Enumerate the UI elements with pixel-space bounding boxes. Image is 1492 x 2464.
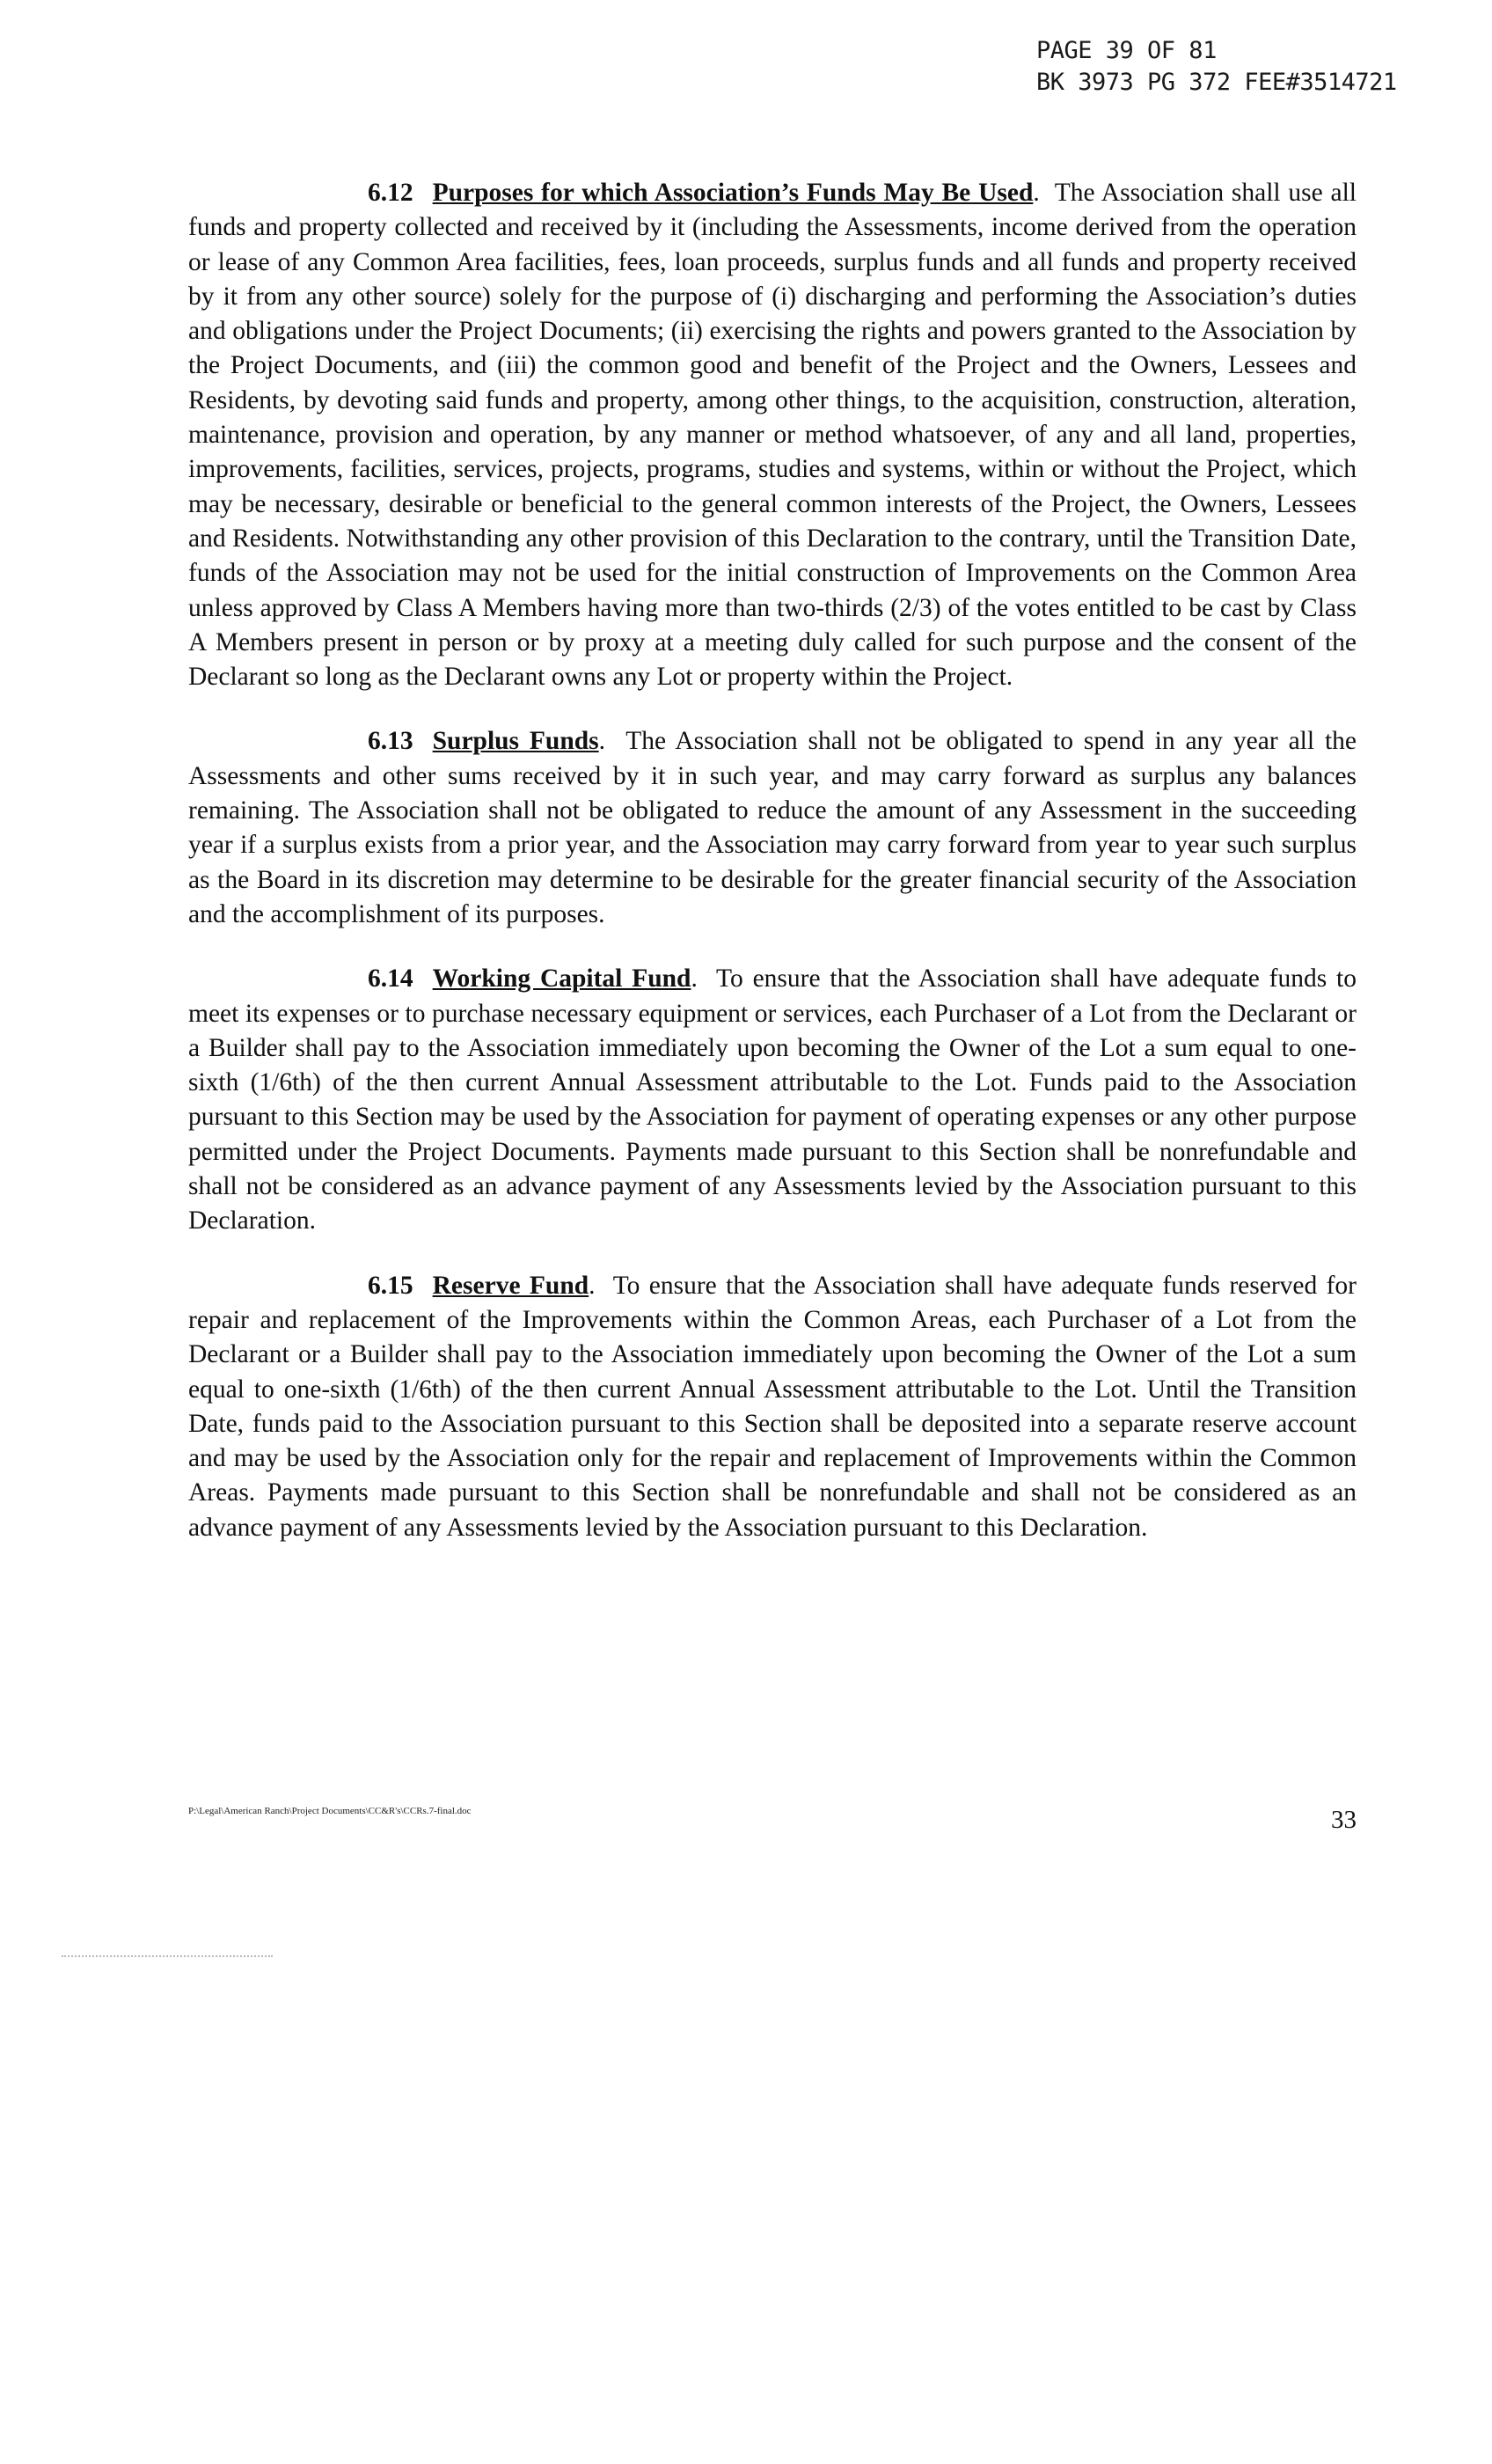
recording-stamp xyxy=(1036,35,1397,99)
section-body: The Association shall use all funds and property collected and received by it (including the Assessments, income derived from the operation or lease of any Common Area facilities, fees, loan proceeds, surplus funds and all funds and property received by it from any other source) solely for the purpose of (i) discharging and performing the Association’s duties and obligations under the Project Documents; (ii) exercising the rights and powers granted to the Association by the Project Documents, and (iii) the common good and benefit of the Project and the Owners, Lessees and Residents, by devoting said funds and property, among other things, to the acquisition, construction, alteration, maintenance, provision and operation, by any manner or method whatsoever, of any and all land, properties, improvements, facilities, services, projects, programs, studies and systems, within or without the Project, which may be necessary, desirable or beneficial to the general common interests of the Project, the Owners, Lessees and Residents. Notwithstanding any other provision of this Declaration to the contrary, until the Transition Date, funds of the Association may not be used for the initial construction of Improvements on the Common Area unless approved by Class A Members having more than two-thirds (2/3) of the votes entitled to be cast by Class A Members present in person or by proxy at a meeting duly called for such purpose and the consent of the Declarant so long as the Declarant owns any Lot or property within the Project. xyxy=(188,179,1357,692)
section-number: 6.14 xyxy=(368,964,413,994)
section-6-15: 6.15 Reserve Fund. To ensure that the Association shall have adequate funds reserved for repair and replacement of the Improvements within the Common Areas, each Purchaser of a Lot from the Declarant or a Builder shall pay to the Association immediately upon becoming the Owner of the Lot a sum equal to one-sixth (1/6th) of the then current Annual Assessment attributable to the Lot. Until the Transition Date, funds paid to the Association pursuant to this Section shall be deposited into a separate reserve account and may be used by the Association only for the repair and replacement of Improvements within the Common Areas. Payments made pursuant to this Section shall be nonrefundable and shall not be considered as an advance payment of any Assessments levied by the Association pursuant to this Declaration. xyxy=(188,1269,1357,1545)
file-path: P:\Legal\American Ranch\Project Documents\CC&R's\CCRs.7-final.doc xyxy=(188,1806,472,1816)
page-number: 33 xyxy=(1331,1806,1357,1834)
scan-artifact xyxy=(62,1955,273,1960)
page-footer xyxy=(188,1806,1357,1841)
section-heading: Working Capital Fund xyxy=(432,964,691,994)
section-6-13: 6.13 Surplus Funds. The Association shall not be obligated to spend in any year all the Assessments and other sums received by it in such year, and may carry forward as surplus any balances remaining. The Association shall not be obligated to reduce the amount of any Assessment in the succeeding year if a surplus exists from a prior year, and the Association may carry forward from year to year such surplus as the Board in its discretion may determine to be desirable for the greater financial security of the Association and the accomplishment of its purposes. xyxy=(188,724,1357,932)
section-number: 6.13 xyxy=(368,727,413,756)
section-6-12: 6.12 Purposes for which Association’s Funds May Be Used. The Association shall use all funds and property collected and received by it (including the Assessments, income derived from the operation or lease of any Common Area facilities, fees, loan proceeds, surplus funds and all funds and property received by it from any other source) solely for the purpose of (i) discharging and performing the Association’s duties and obligations under the Project Documents; (ii) exercising the rights and powers granted to the Association by the Project Documents, and (iii) the common good and benefit of the Project and the Owners, Lessees and Residents, by devoting said funds and property, among other things, to the acquisition, construction, alteration, maintenance, provision and operation, by any manner or method whatsoever, of any and all land, properties, improvements, facilities, services, projects, programs, studies and systems, within or without the Project, which may be necessary, desirable or beneficial to the general common interests of the Project, the Owners, Lessees and Residents. Notwithstanding any other provision of this Declaration to the contrary, until the Transition Date, funds of the Association may not be used for the initial construction of Improvements on the Common Area unless approved by Class A Members having more than two-thirds (2/3) of the votes entitled to be cast by Class A Members present in person or by proxy at a meeting duly called for such purpose and the consent of the Declarant so long as the Declarant owns any Lot or property within the Project. xyxy=(188,176,1357,694)
section-number: 6.12 xyxy=(368,179,413,207)
section-body: The Association shall not be obligated to spend in any year all the Assessments and other sums received by it in such year, and may carry forward as surplus any balances remaining. The Association shall not be obligated to reduce the amount of any Assessment in the succeeding year if a surplus exists from a prior year, and the Association may carry forward from year to year such surplus as the Board in its discretion may determine to be desirable for the greater financial security of the Association and the accomplishment of its purposes. xyxy=(188,727,1357,928)
stamp-page-line: PAGE 39 OF 81 xyxy=(1036,37,1217,64)
section-body: To ensure that the Association shall have adequate funds to meet its expenses or to purchase necessary equipment or services, each Purchaser of a Lot from the Declarant or a Builder shall pay to the Association immediately upon becoming the Owner of the Lot a sum equal to one-sixth (1/6th) of the then current Annual Assessment attributable to the Lot. Funds paid to the Association pursuant to this Section may be used by the Association for payment of operating expenses or any other purpose permitted under the Project Documents. Payments made pursuant to this Section shall be nonrefundable and shall not be considered as an advance payment of any Assessments levied by the Association pursuant to this Declaration. xyxy=(188,964,1357,1236)
document-body xyxy=(188,176,1357,1575)
section-heading: Purposes for which Association’s Funds May Be Used xyxy=(432,179,1034,207)
section-heading: Reserve Fund xyxy=(432,1271,589,1300)
section-heading: Surplus Funds xyxy=(432,727,599,756)
stamp-book-line: BK 3973 PG 372 FEE#3514721 xyxy=(1036,69,1397,96)
section-body: To ensure that the Association shall have adequate funds reserved for repair and replacement of the Improvements within the Common Areas, each Purchaser of a Lot from the Declarant or a Builder shall pay to the Association immediately upon becoming the Owner of the Lot a sum equal to one-sixth (1/6th) of the then current Annual Assessment attributable to the Lot. Until the Transition Date, funds paid to the Association pursuant to this Section shall be deposited into a separate reserve account and may be used by the Association only for the repair and replacement of Improvements within the Common Areas. Payments made pursuant to this Section shall be nonrefundable and shall not be considered as an advance payment of any Assessments levied by the Association pursuant to this Declaration. xyxy=(188,1271,1357,1542)
section-6-14: 6.14 Working Capital Fund. To ensure that the Association shall have adequate funds to meet its expenses or to purchase necessary equipment or services, each Purchaser of a Lot from the Declarant or a Builder shall pay to the Association immediately upon becoming the Owner of the Lot a sum equal to one-sixth (1/6th) of the then current Annual Assessment attributable to the Lot. Funds paid to the Association pursuant to this Section may be used by the Association for payment of operating expenses or any other purpose permitted under the Project Documents. Payments made pursuant to this Section shall be nonrefundable and shall not be considered as an advance payment of any Assessments levied by the Association pursuant to this Declaration. xyxy=(188,962,1357,1238)
section-number: 6.15 xyxy=(368,1271,413,1300)
